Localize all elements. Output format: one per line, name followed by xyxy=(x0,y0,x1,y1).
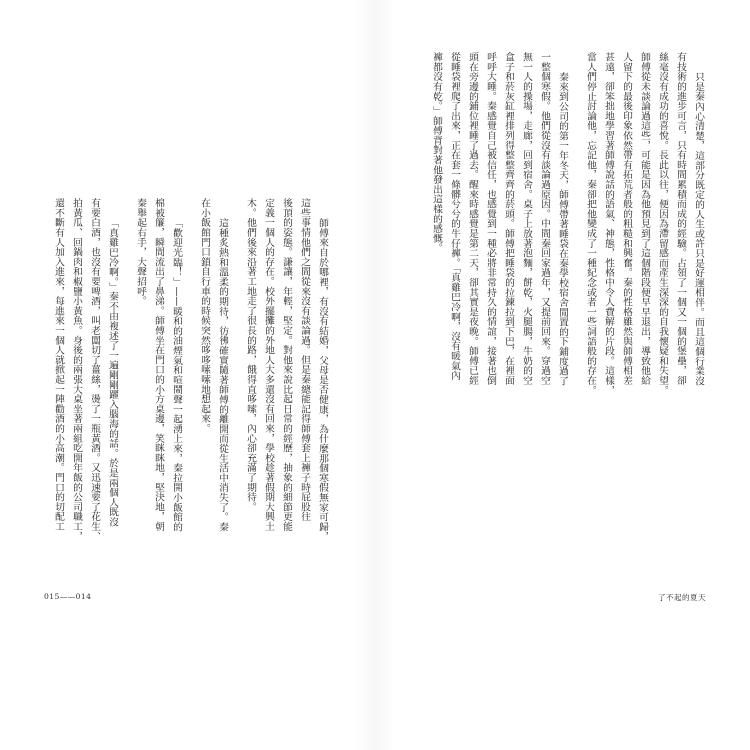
paragraph xyxy=(581,52,707,400)
text-column: 「真雞巴冷啊。」秦不由複述了一遍剛剛躍入腦海的話。於是兩個人既沒 xyxy=(107,217,118,527)
text-column: 棉被簾，瞬間流出了鼻涕。師傅坐在門口的小方桌邊，笑眯眯地，堅決地，朝 xyxy=(153,198,164,532)
text-column: 盒子和菸灰缸裡排列得整整齊齊的菸頭。師傅把睡袋的拉鍊拉到下巴，在裡面 xyxy=(503,52,514,386)
right-page-text xyxy=(427,52,707,400)
text-column: 還不斷有人加入進來，每進來一個人就掀起一陣勸酒的小高潮。門口的切配工 xyxy=(53,198,64,532)
text-column: 從睡袋裡爬了出來，正在套一條髒兮兮的牛仔褲。「真雞巴冷啊，沒有暖氣內 xyxy=(449,52,460,381)
text-column: 有技術的進步可言，只有時間累積而成的經驗。占領了一個又一個的堡壘，卻 xyxy=(675,52,686,386)
text-column: 褲都沒有乾。」師傅背對著他發出這樣的感慨。 xyxy=(431,52,442,253)
page-numbers-footer: 015——014 xyxy=(44,592,92,601)
text-column: 一整個寒假。他們從沒有談論過原因。中間秦回家過年，又提前回來。穿過空 xyxy=(539,52,550,386)
text-column: 木。他們後來沿著工地走了很長的路，餓得直哆嗦，內心卻充滿了期待。 xyxy=(245,198,256,512)
text-column: 有要白酒，也沒有要啤酒，叫老闆切了薑絲，燙了一瓶黃酒。又迅速要了花生、 xyxy=(89,198,100,541)
text-column: 頭在旁邊的鋪位裡睡了過去。醒來時感覺是第二天，卻其實是夜晚。師傅已經 xyxy=(467,52,478,386)
left-page-text xyxy=(49,198,331,546)
text-column: 定義一個人的存在。校外擺攤的外地人大多還沒有回來，學校趁著假期大興土 xyxy=(263,198,274,532)
text-column: 這種炙熱和溫柔的期待，彷彿確實隨著師傅的離開而從生活中消失了。秦 xyxy=(217,217,228,532)
text-column: 在小飯館門口鎖自行車的時候突然哆哆嗦嗦地想起來。 xyxy=(199,198,210,434)
text-column: 人留下的最後印象依然帶有拓荒者般的粗糙和興奮。秦的性格雖然與師傅相差 xyxy=(621,52,632,386)
paragraph xyxy=(241,198,331,546)
text-column: 絲毫沒有成功的喜悅。長此以往，便因為滯留感而產生深深的自我懷疑和失望。 xyxy=(657,52,668,395)
paragraph xyxy=(195,198,231,546)
paragraph xyxy=(131,198,185,546)
text-column: 「歡迎光臨！」——暖和的油煙氣和喧鬧聲一起湧上來，秦拉開小飯館的 xyxy=(171,217,182,532)
text-column: 呼呼大睡。秦感覺自己被信任，也感覺到一種必將非常持久的情誼，接著也倒 xyxy=(485,52,496,386)
text-column: 秦舉起右手，大聲招呼。 xyxy=(135,198,146,306)
text-column: 師傅來自於哪裡，有沒有結婚，父母是否健康，為什麼那個寒假無家可歸， xyxy=(317,217,328,541)
text-column: 師傅從未談論過這些，可能是因為他預見到了這個階段便早早退出，導致他給 xyxy=(639,52,650,386)
running-head-book-title: 了不起的夏天 xyxy=(658,593,706,602)
text-column: 秦來到公司的第一年冬天，師傅帶著睡袋在秦學校宿舍閒置的下鋪度過了 xyxy=(557,71,568,386)
text-column: 無一人的操場，走廊，回到宿舍。桌子上放著泡麵，餅乾，火腿腸，牛奶的空 xyxy=(521,52,532,386)
text-column: 當人們停止討論他，忘記他，秦卻把他變成了一種紀念或者一些詞語般的存在。 xyxy=(585,52,596,395)
text-column: 後頂的姿態。謙讓，年輕，堅定。對他來說比起日常的經歷，抽象的細節更能 xyxy=(281,198,292,532)
text-column: 甚遠，卻笨拙地學習著師傅說話的語氣、神態，性格中令人費解的片段。這樣， xyxy=(603,52,614,395)
paragraph xyxy=(427,52,571,400)
text-column: 只是秦內心清楚，這部分既定的人生或許只是好運相伴。而且這個行業沒 xyxy=(693,71,704,386)
paragraph xyxy=(49,198,121,546)
text-column: 拍黃瓜、回鍋肉和椒鹽小黃魚。身後的兩張大桌坐著兩組吃開年飯的公司職工， xyxy=(71,198,82,541)
text-column: 這些事情他們之間從來沒有談論過。但是秦總能記得師傅套上褲子時屁股往 xyxy=(299,198,310,522)
